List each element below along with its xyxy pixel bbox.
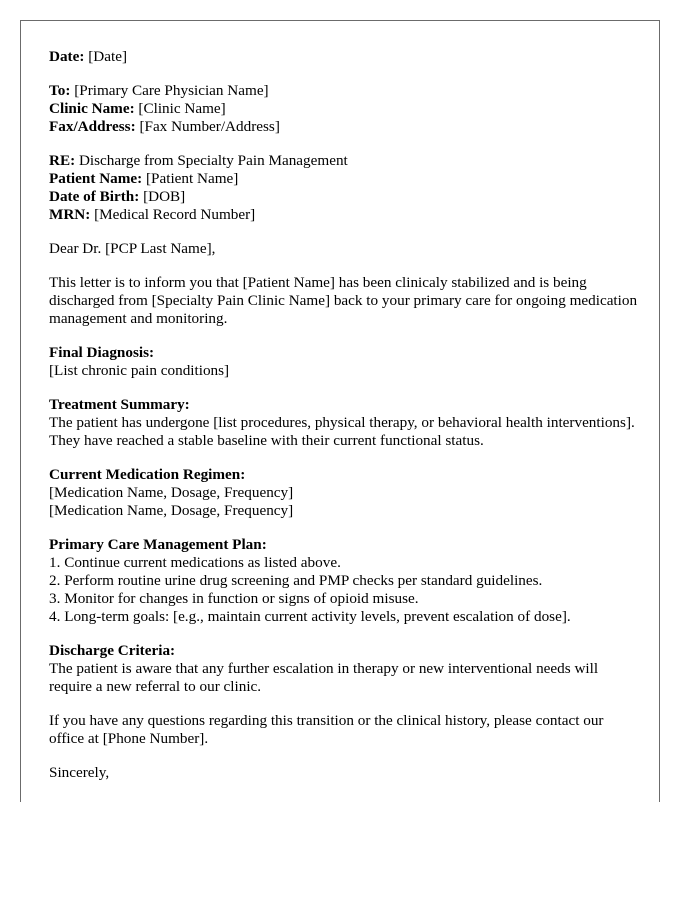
intro-paragraph: This letter is to inform you that [Patient Name] has been clinicaly stabilized and is being discharged from [Specialty Pain Clinic Name] back to your primary care for ongoing medication management and monitoring. — [49, 274, 638, 327]
fax-value: [Fax Number/Address] — [139, 118, 280, 135]
diagnosis-section — [49, 344, 639, 380]
date-value: [Date] — [88, 48, 128, 65]
plan-item: 3. Monitor for changes in function or signs of opioid misuse. — [49, 590, 419, 607]
date-block — [49, 48, 639, 66]
criteria-heading: Discharge Criteria: — [49, 642, 176, 659]
clinic-line — [49, 100, 639, 118]
plan-item: 1. Continue current medications as listed above. — [49, 554, 341, 571]
plan-section — [49, 536, 639, 626]
dob-value: [DOB] — [143, 188, 186, 205]
medication-section — [49, 466, 639, 520]
medication-item: [Medication Name, Dosage, Frequency] — [49, 502, 294, 519]
dob-line — [49, 188, 639, 206]
criteria-text: The patient is aware that any further escalation in therapy or new interventional needs will require a new referral to our clinic. — [49, 660, 599, 695]
treatment-section — [49, 396, 639, 450]
to-value: [Primary Care Physician Name] — [74, 82, 269, 99]
diagnosis-text: [List chronic pain conditions] — [49, 362, 230, 379]
fax-line — [49, 118, 639, 136]
date-label: Date: — [49, 48, 85, 65]
discharge-letter — [49, 48, 639, 798]
plan-item: 2. Perform routine urine drug screening and PMP checks per standard guidelines. — [49, 572, 543, 589]
patient-name-value: [Patient Name] — [146, 170, 239, 187]
mrn-value: [Medical Record Number] — [94, 206, 256, 223]
signoff: Sincerely, — [49, 764, 110, 781]
to-line — [49, 82, 639, 100]
mrn-label: MRN: — [49, 206, 91, 223]
re-line — [49, 152, 639, 170]
patient-name-line — [49, 170, 639, 188]
treatment-heading: Treatment Summary: — [49, 396, 190, 413]
medication-item: [Medication Name, Dosage, Frequency] — [49, 484, 294, 501]
recipient-block — [49, 82, 639, 136]
fax-label: Fax/Address: — [49, 118, 136, 135]
clinic-label: Clinic Name: — [49, 100, 135, 117]
patient-name-label: Patient Name: — [49, 170, 143, 187]
plan-heading: Primary Care Management Plan: — [49, 536, 267, 553]
re-label: RE: — [49, 152, 76, 169]
date-line — [49, 48, 639, 66]
plan-item: 4. Long-term goals: [e.g., maintain current activity levels, prevent escalation of dose]. — [49, 608, 571, 625]
criteria-section — [49, 642, 639, 696]
closing-note: If you have any questions regarding this transition or the clinical history, please contact our office at [Phone Number]. — [49, 712, 604, 747]
medication-heading: Current Medication Regimen: — [49, 466, 246, 483]
salutation: Dear Dr. [PCP Last Name], — [49, 240, 216, 257]
diagnosis-heading: Final Diagnosis: — [49, 344, 155, 361]
closing-note-block — [49, 712, 639, 748]
signoff-block — [49, 764, 639, 782]
patient-block — [49, 152, 639, 224]
dob-label: Date of Birth: — [49, 188, 140, 205]
mrn-line — [49, 206, 639, 224]
intro-block — [49, 274, 639, 328]
salutation-block — [49, 240, 639, 258]
clinic-value: [Clinic Name] — [138, 100, 226, 117]
to-label: To: — [49, 82, 71, 99]
re-value: Discharge from Specialty Pain Management — [78, 152, 348, 169]
treatment-text: The patient has undergone [list procedures, physical therapy, or behavioral health interventions]. They have reached a stable baseline with their current functional status. — [49, 414, 635, 449]
